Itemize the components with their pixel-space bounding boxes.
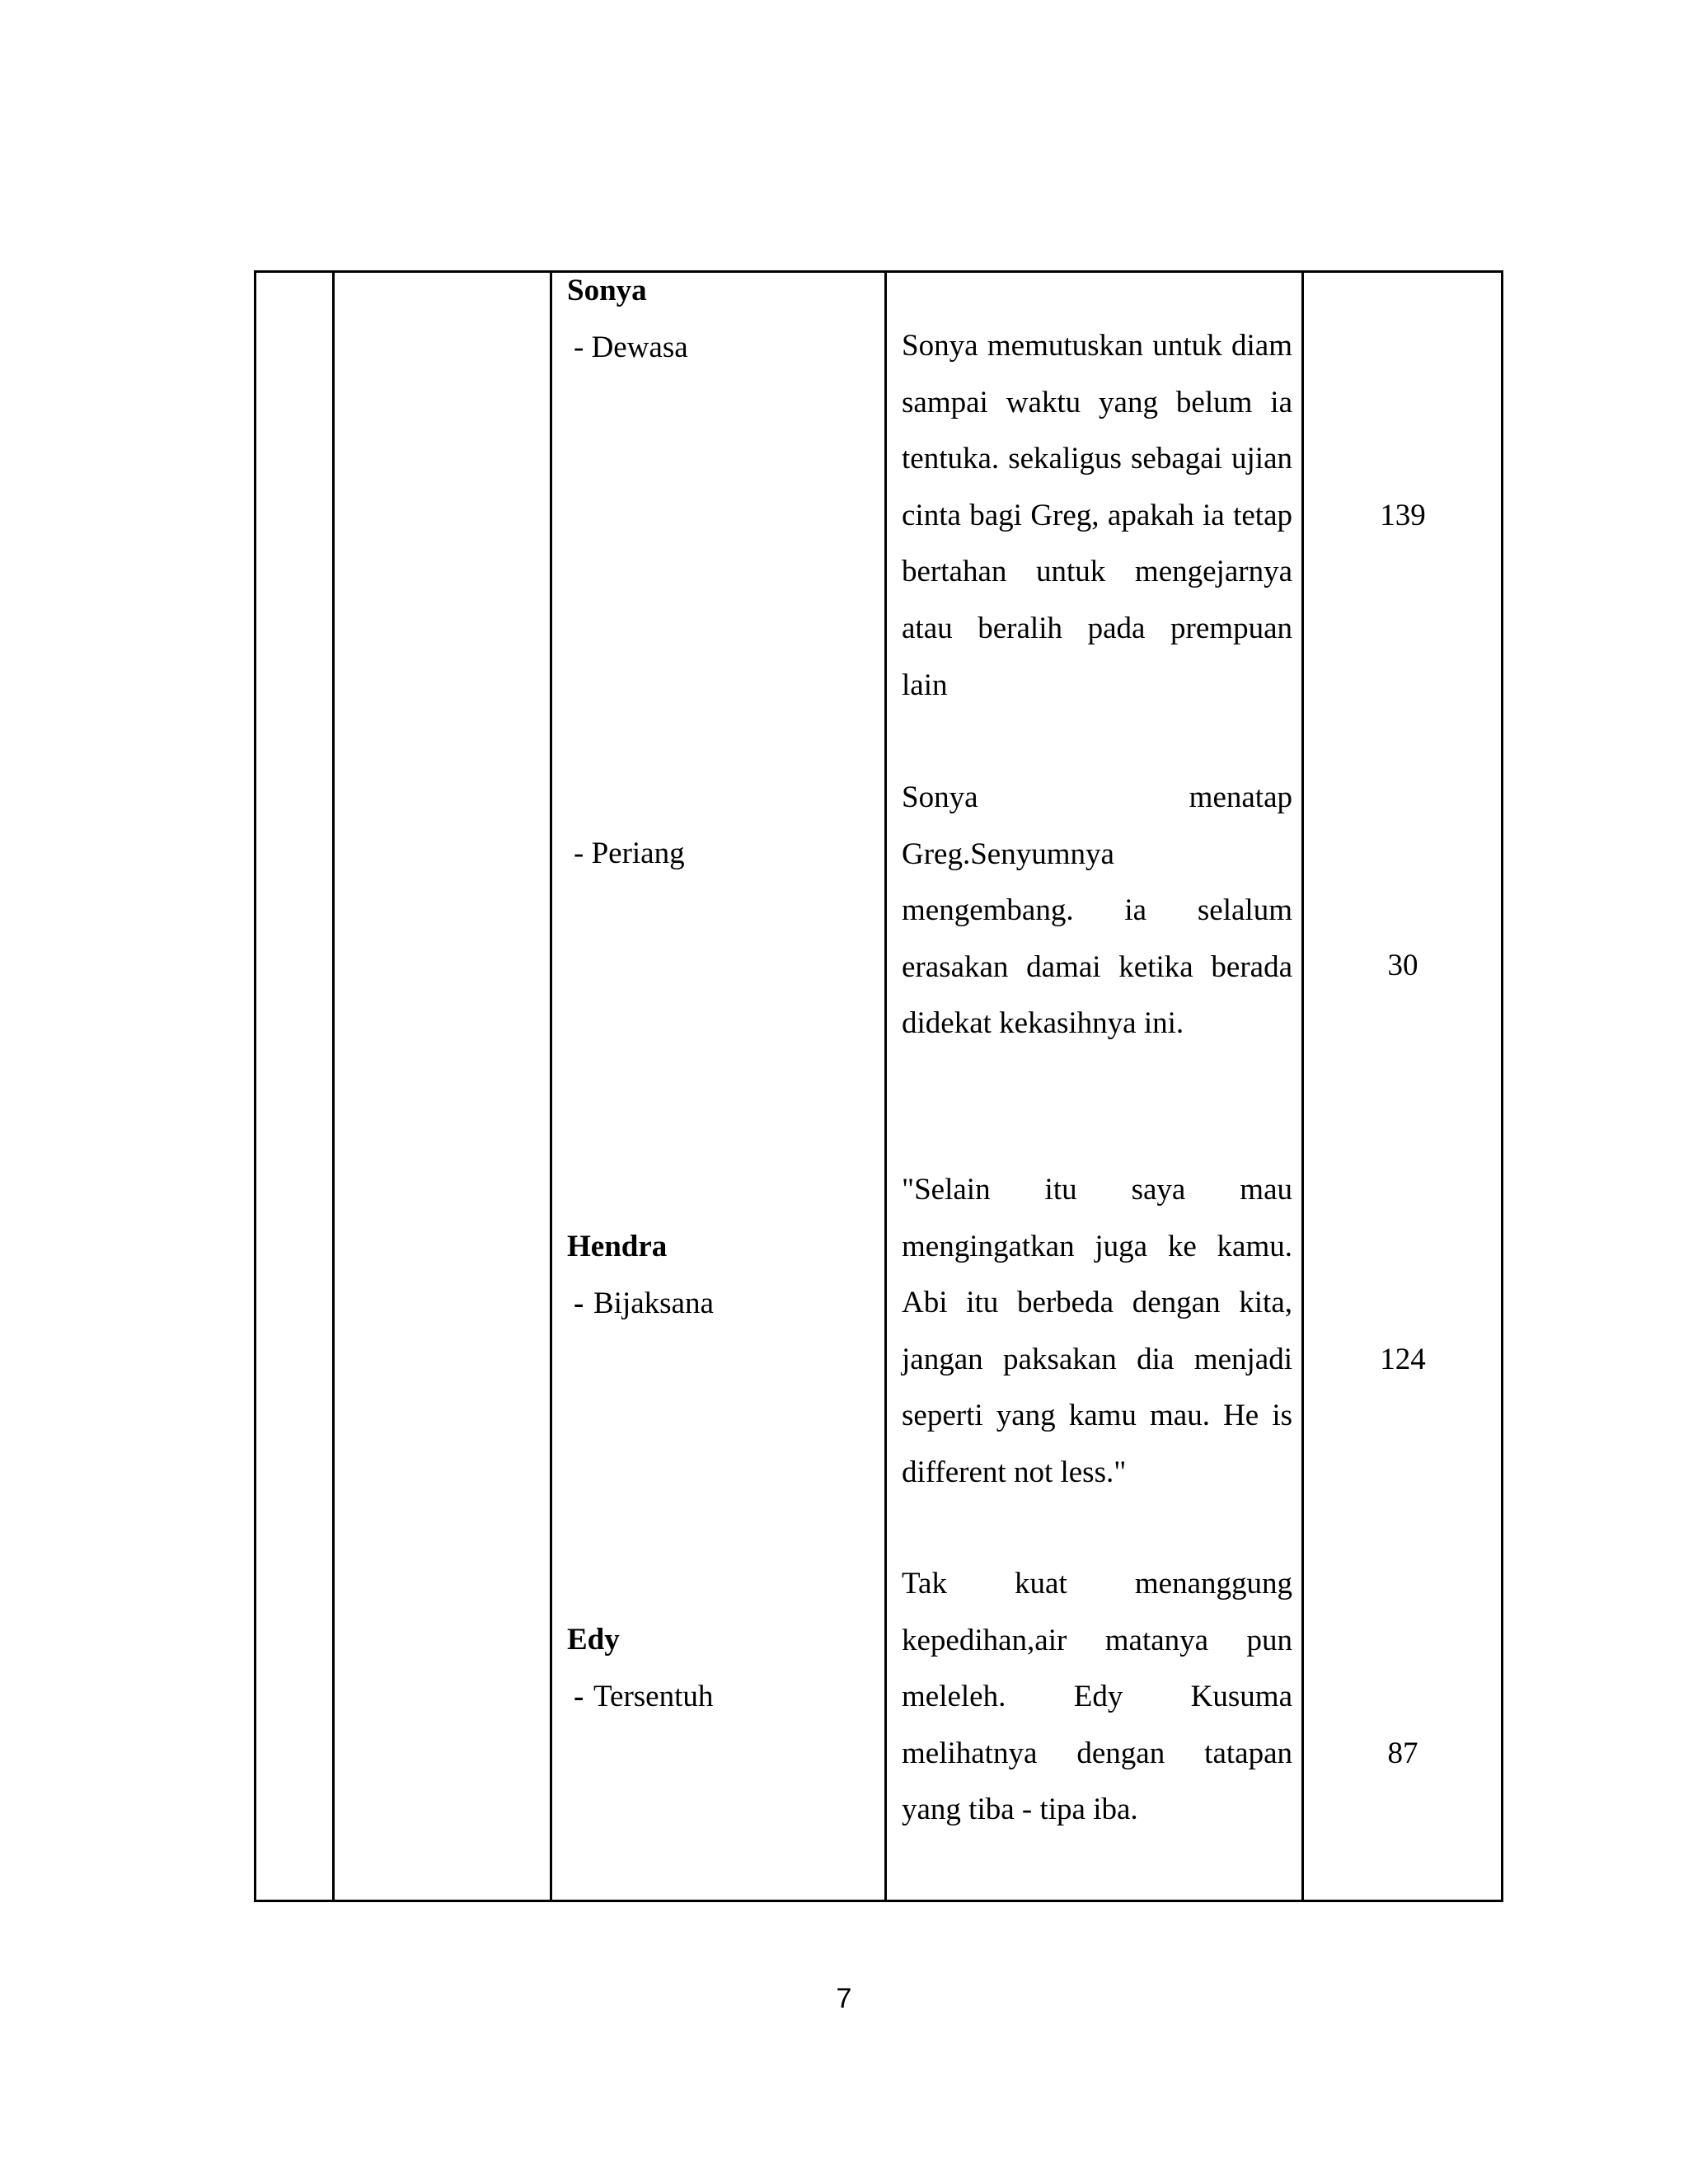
page-number: 7 (836, 1983, 852, 2014)
page-reference: 87 (1387, 1736, 1418, 1770)
quote-text: Sonya menatap Greg.Senyumnya mengembang. ia selalum erasakan damai ketika berada didekat kekasihnya ini. (902, 780, 1292, 1041)
quote-text: "Selain itu saya mau mengingatkan juga ke kamu. Abi itu berbeda dengan kita, jangan paksakan dia menjadi seperti yang kamu mau. He is different not less." (902, 1173, 1292, 1489)
character-trait: Bijaksana (593, 1286, 714, 1320)
character-name: Edy (567, 1623, 620, 1657)
trait-dash: - (574, 1286, 584, 1320)
page-reference: 124 (1380, 1343, 1426, 1376)
character-name: Sonya (567, 274, 647, 307)
column-divider (550, 273, 552, 1900)
character-trait: - Periang (574, 837, 685, 870)
character-name: Hendra (567, 1230, 668, 1263)
character-trait: - Dewasa (574, 330, 688, 364)
column-divider (332, 273, 335, 1900)
quote-text: Tak kuat menanggung kepedihan,air matanya pun meleleh. Edy Kusuma melihatnya dengan tatapan yang tiba - tipa iba. (902, 1567, 1292, 1827)
trait-dash: - (574, 1680, 584, 1713)
quote-text: Sonya memutuskan untuk diam sampai waktu yang belum ia tentuka. sekaligus sebagai ujian cinta bagi Greg, apakah ia tetap bertahan untuk mengejarnya atau beralih pada prempuan lain (902, 329, 1292, 702)
character-trait: Tersentuh (593, 1680, 714, 1713)
page-reference: 139 (1380, 499, 1426, 532)
column-divider (884, 273, 887, 1900)
page-reference: 30 (1387, 949, 1418, 982)
